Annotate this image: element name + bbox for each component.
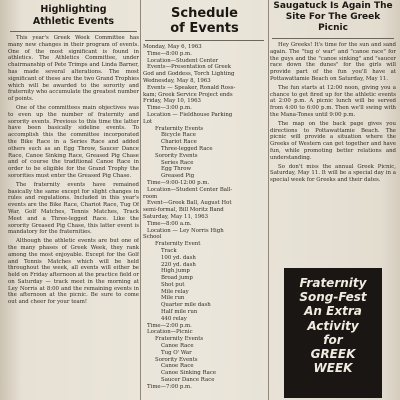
songfest-ad-box (284, 268, 382, 398)
schedule-line: God and Goddess, Torch Lighting (143, 71, 235, 78)
schedule-line: Fraternity Events (155, 125, 204, 132)
schedule-line: 100 yd. dash (161, 254, 196, 261)
schedule-line: Location—Student Center Ball- (147, 186, 233, 193)
column-rule-right (268, 0, 269, 400)
schedule-line: Bicycle Race (161, 132, 197, 139)
schedule-line: School (143, 234, 162, 241)
ad-line: GREEK (310, 347, 356, 362)
schedule-line: kam; Greek Service Project ends (143, 91, 233, 98)
schedule-line: Mile run (161, 295, 185, 302)
ad-line: Fraternity (299, 276, 367, 290)
schedule-line: Wednesday, May 8, 1963 (143, 77, 211, 84)
schedule-line: Track (161, 247, 177, 254)
schedule-line: Fraternity Events (155, 336, 204, 343)
article-paragraph: This year's Greek Week Committee has many new changes in their program of events. One of the most significant is found in athletics. The Athletics Committee, under chairmanship of Pete Trimps and Linda Barner, has made several alterations. The most significant of these are the two Grand Trophies which will be awarded to the sorority and fraternity who accumulate the greatest number of points. (8, 35, 139, 103)
schedule-line: 220 yd. dash (161, 261, 196, 268)
schedule-line: Location—Picnic (147, 329, 193, 336)
schedule-line: Broad jump (161, 275, 193, 282)
schedule-headline-rule (145, 40, 264, 41)
left-headline-rule (10, 31, 137, 32)
middle-column (143, 0, 266, 400)
schedule-line: Saturday, May 11, 1963 (143, 213, 209, 220)
schedule-headline-line: Schedule (171, 6, 238, 21)
schedule-headline-line: of Events (170, 21, 239, 36)
right-article-body (270, 42, 396, 184)
schedule-line: Time—8:00 a.m. (147, 220, 192, 227)
schedule-line: Greased Pig (161, 173, 195, 180)
ad-line: WEEK (313, 361, 353, 376)
schedule-line: Time—8:00 p.m. (147, 50, 192, 57)
right-headline-line: Saugatuck Is Again The (273, 1, 393, 11)
schedule-line: room (143, 193, 158, 200)
article-paragraph: The map on the back page gives you directions to Pottawattamie Beach. The picnic will provide a situation where the Greeks of Western can get together and have fun, while promoting better relations and understanding. (270, 120, 396, 161)
schedule-line: Egg Throw (161, 166, 192, 173)
left-headline-line: Highlighting (40, 4, 107, 15)
column-rule-left (140, 0, 141, 400)
article-paragraph: Although the athletic events are but one of the many phases of Greek Week, they rank among the most enjoyable. Except for the Golf and Tennis Matches which will be held throughout the week, all events will either be held on Friday afternoon at the practice field or on Saturday — track meet in the morning at Ley Norris at 8:00 and the remaining events in the afternoon at the picnic. Be sure to come out and cheer for your team! (8, 238, 139, 306)
schedule-line: Canoe Race (161, 343, 194, 350)
left-headline-line: Athletic Events (32, 15, 115, 27)
schedule-line: Time—2:00 p.m. (147, 322, 192, 329)
right-headline-line: Site For The Greek Picnic (285, 12, 381, 33)
schedule-line: Fraternity Event (155, 241, 201, 248)
article-paragraph: The fun starts at 12:00 noon, giving you a chance to get fired up for the athletic events at 2:00 p.m. A picnic lunch will be served from 4:00 to 6:00 p.m. Then we'll swing with the Mana-Tones until 9:00 p.m. (270, 84, 396, 118)
schedule-line: semi-formal, Bill Moritz Band (143, 207, 224, 214)
schedule-line: Mile relay (161, 288, 189, 295)
schedule-line: Time—9:00-12:00 p.m. (147, 179, 210, 186)
schedule-line: Three-legged Race (161, 145, 213, 152)
schedule-headline (143, 0, 266, 36)
left-column (8, 0, 139, 400)
article-paragraph: The fraternity events have remained basically the same except for slight changes in rules and regulations. Included in this year's events are the Bike Race, Chariot Race, Tug Of War, Golf Matches, Tennis Matches, Track Meet and a Three-legged Race. Like the sorority Greased Pig Chase, this latter event is mandatory for the fraternities. (8, 181, 139, 236)
article-paragraph: Hey Greeks! It's time for the sun and sand again. The "tug o' war" and "canoe race" for the guys and the "canoe sinking" and "saucer race down the dunes" for the girls will provide part of the fun you'll have at Pottawattamie Beach on Saturday, May 11. (270, 42, 396, 82)
schedule-line: Quarter mile dash (161, 302, 211, 309)
schedule-line: Friday, May 10, 1963 (143, 98, 201, 105)
right-headline (270, 0, 396, 34)
schedule-line: Time—7:00 p.m. (147, 383, 192, 390)
schedule-line: Canoe Race (161, 363, 194, 370)
article-paragraph: One of the committees main objectives was to even up the number of fraternity and sorority events. Previous to this time the latter have been basically sideline events. To accomplish this the committee incorporated the Bike Race in a Series Race and added others such as an Egg Throw, Saucer Dance Race, Canoe Sinking Race, Greased Pig Chase and of course the traditional Canoe Race in order to be eligible for the Grand Trophy the sororities must enter the Greased Pig Chase. (8, 104, 139, 179)
schedule-line: Events—Presentation of Greek (147, 64, 231, 71)
ad-line: An Extra (304, 304, 362, 319)
schedule-line: Location—Student Center (147, 57, 219, 64)
schedule-line: Saucer Dance Race (161, 377, 215, 384)
ad-line: Activity (307, 318, 359, 333)
schedule-line: Shot put (161, 281, 185, 288)
schedule-list (143, 44, 266, 391)
ad-line: Song-Fest (299, 290, 367, 305)
schedule-line: Location — Fieldhouse Parking (147, 111, 233, 118)
schedule-line: Monday, May 6, 1963 (143, 44, 202, 50)
schedule-line: 440 relay (161, 315, 187, 322)
schedule-line: Events — Speaker, Ronald Ross- (147, 84, 236, 91)
left-headline (8, 0, 139, 27)
article-paragraph: So don't miss the annual Greek Picnic, Saturday, May 11. It will be a special day in a special week for Greeks and their dates. (270, 163, 396, 184)
schedule-line: Event—Greek Ball, August Hot (147, 200, 232, 207)
left-article-body (8, 35, 139, 306)
schedule-line: Canoe Sinking Race (161, 370, 217, 377)
schedule-line: Sorority Events (155, 152, 198, 159)
schedule-line: High jump (161, 268, 190, 275)
ad-line: for (323, 332, 343, 347)
schedule-line: Lot (143, 118, 152, 125)
schedule-line: Time—3:00 p.m. (147, 105, 192, 112)
schedule-line: Chariot Race (161, 139, 197, 146)
schedule-line: Sorority Events (155, 356, 198, 363)
schedule-line: Half mile run (161, 309, 198, 316)
right-headline-rule (272, 38, 394, 39)
schedule-line: Series Race (161, 159, 194, 166)
schedule-line: Location — Ley Norris High (147, 227, 224, 234)
schedule-line: Tug O' War (161, 349, 192, 356)
